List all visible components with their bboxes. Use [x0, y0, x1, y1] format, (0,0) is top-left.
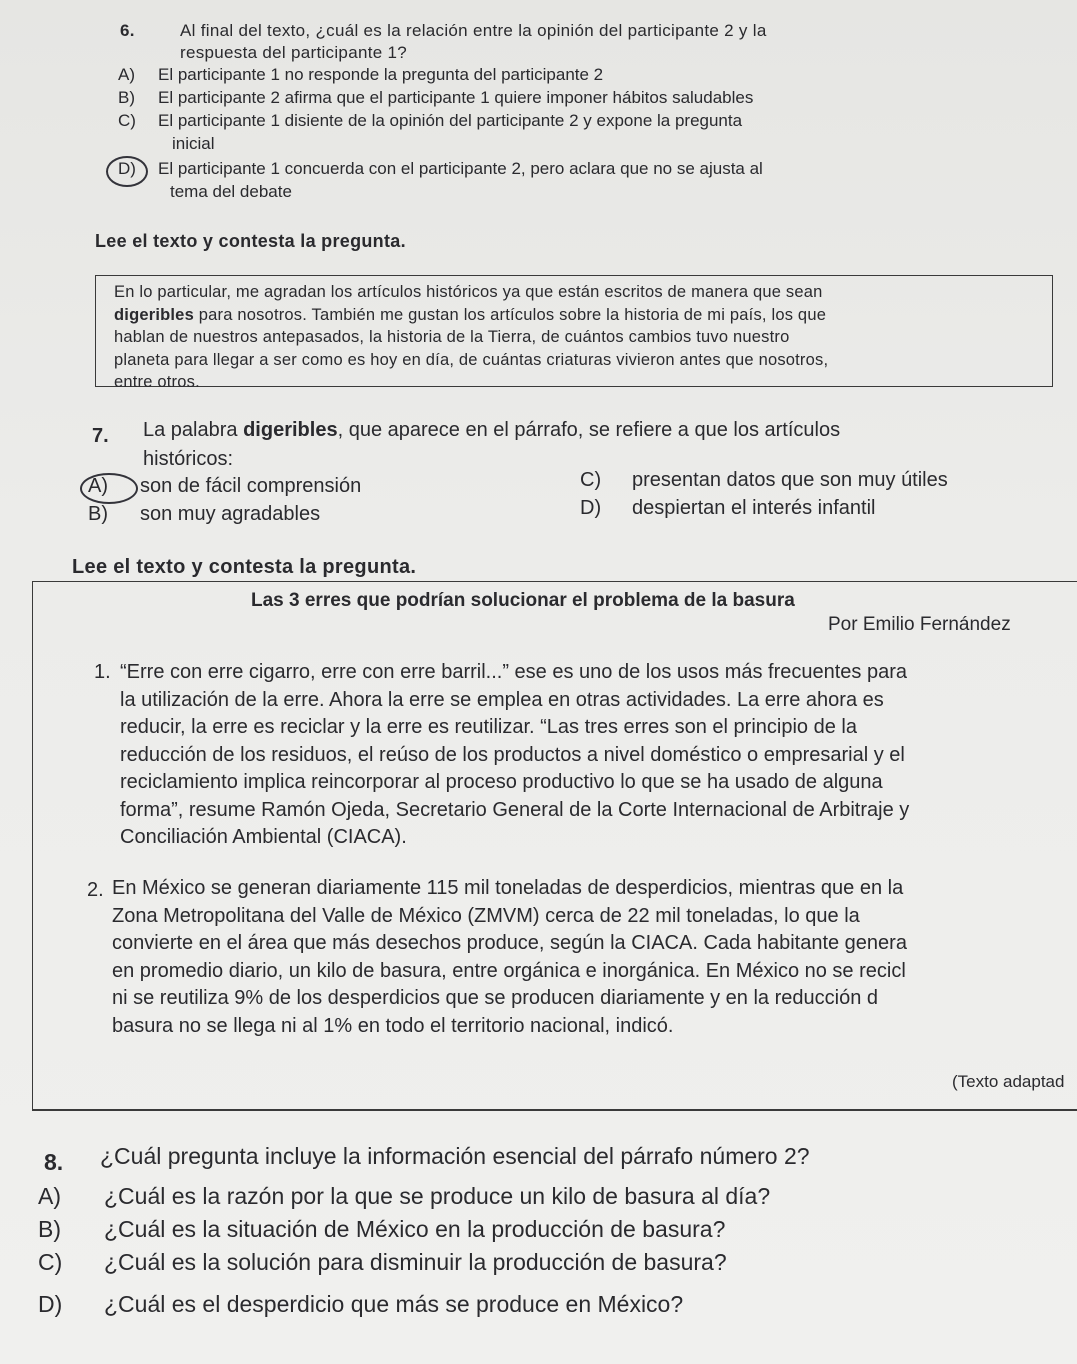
q7-option-a[interactable]: [88, 472, 361, 500]
passage1-line: entre otros.: [114, 373, 200, 391]
article-source-note: (Texto adaptad: [952, 1072, 1065, 1091]
article-p2-number: 2.: [87, 879, 104, 901]
q6-option-b-text: El participante 2 afirma que el participante 1 quiere imponer hábitos saludables: [158, 88, 754, 107]
q7-option-d-text: despiertan el interés infantil: [632, 497, 876, 519]
passage1-line-text: para nosotros. También me gustan los artículos sobre la historia de mi país, los que: [198, 305, 827, 324]
article-p2-line: basura no se llega ni al 1% en todo el territorio nacional, indicó.: [112, 1014, 674, 1037]
q6-option-a-text: El participante 1 no responde la pregunta del participante 2: [158, 65, 604, 84]
passage1-bold-word: digeribles: [114, 305, 194, 324]
q8-option-c-letter: C): [38, 1249, 63, 1275]
q6-option-b[interactable]: [118, 86, 753, 109]
q8-option-b-letter: B): [38, 1216, 61, 1242]
q8-number: 8.: [44, 1149, 64, 1175]
q6-option-b-letter: B): [118, 88, 135, 107]
q7-option-b[interactable]: [88, 500, 320, 528]
passage1-line: En lo particular, me agradan los artículos históricos ya que están escritos de manera que sean: [114, 283, 823, 301]
article-p1-line: reducción de los residuos, el reúso de los productos a nivel doméstico o empresarial y el: [120, 743, 905, 766]
q7-option-b-text: son muy agradables: [140, 503, 321, 525]
q7-stem-post: , que aparece en el párrafo, se refiere a que los artículos: [337, 419, 841, 441]
article-paragraph-2: [112, 875, 1074, 1040]
q7-stem-pre: La palabra: [143, 419, 238, 441]
q8-option-d[interactable]: [38, 1288, 683, 1320]
q7-option-c-text: presentan datos que son muy útiles: [632, 469, 948, 491]
passage-box-1: [95, 275, 1053, 391]
passage1-line: planeta para llegar a ser como es hoy en día, de cuántas criaturas vivieron antes que nosotros,: [114, 350, 829, 369]
q6-stem-line2: respuesta del participante 1?: [180, 43, 408, 62]
q7-stem-bold: digeribles: [243, 419, 338, 441]
q6-stem: [180, 20, 1040, 64]
q6-option-c-text-line2: inicial: [172, 134, 215, 153]
q7-option-c-letter: C): [580, 469, 602, 491]
article-p1-line: Conciliación Ambiental (CIACA).: [120, 826, 407, 848]
instruction-1: Lee el texto y contesta la pregunta.: [95, 231, 406, 251]
passage1-line: [114, 304, 1028, 327]
q6-option-d-text-line1: El participante 1 concuerda con el participante 2, pero aclara que no se ajusta al: [158, 159, 763, 178]
q8-stem: ¿Cuál pregunta incluye la información esencial del párrafo número 2?: [100, 1143, 810, 1169]
article-p2-line: ni se reutiliza 9% de los desperdicios que se producen diariamente y en la reducción d: [112, 987, 879, 1009]
q6-option-c-text-line1: El participante 1 disiente de la opinión del participante 2 y expone la pregunta: [158, 111, 743, 130]
q8-option-c[interactable]: [38, 1246, 727, 1278]
article-p2-line: convierte en el área que más desechos produce, según la CIACA. Cada habitante genera: [112, 932, 907, 954]
q6-number: 6.: [120, 21, 135, 40]
article-p1-number: 1.: [94, 661, 111, 683]
q7-option-c[interactable]: [580, 466, 948, 494]
q7-option-a-letter: A): [88, 475, 108, 497]
q7-stem-line2: históricos:: [143, 448, 234, 470]
q6-option-a[interactable]: [118, 63, 603, 86]
article-author: Por Emilio Fernández: [828, 614, 1011, 635]
instruction-2: Lee el texto y contesta la pregunta.: [72, 556, 417, 578]
article-p1-line: forma”, resume Ramón Ojeda, Secretario General de la Corte Internacional de Arbitraje y: [120, 798, 910, 821]
q6-option-d-letter: D): [118, 159, 136, 178]
q8-option-d-letter: D): [38, 1291, 63, 1317]
q6-stem-line1: Al final del texto, ¿cuál es la relación entre la opinión del participante 2 y la: [180, 21, 767, 40]
passage1-line: hablan de nuestros antepasados, la historia de la Tierra, de cuántos cambios tuvo nuestro: [114, 328, 790, 346]
q6-option-c[interactable]: [118, 109, 742, 132]
q6-option-d[interactable]: [118, 157, 763, 180]
article-p1-line: reducir, la erre es reciclar y la erre es reutilizar. “Las tres erres son el principio de la: [120, 716, 857, 738]
article-title: Las 3 erres que podrían solucionar el problema de la basura: [251, 590, 795, 611]
q7-option-a-text: son de fácil comprensión: [140, 475, 362, 497]
article-p2-line: en promedio diario, un kilo de basura, entre orgánica e inorgánica. En México no se recicl: [112, 959, 906, 982]
article-p1-line: reciclamiento implica reincorporar al proceso productivo lo que se ha usado de alguna: [120, 771, 883, 793]
q8-option-b[interactable]: [38, 1213, 725, 1245]
q7-option-b-letter: B): [88, 503, 108, 525]
q8-option-b-text: ¿Cuál es la situación de México en la producción de basura?: [104, 1216, 726, 1242]
q6-option-a-letter: A): [118, 65, 135, 84]
article-p1-line: “Erre con erre cigarro, erre con erre barril...” ese es uno de los usos más frecuentes para: [120, 661, 908, 683]
article-p2-line: En México se generan diariamente 115 mil toneladas de desperdicios, mientras que en la: [112, 877, 904, 899]
q6-option-c-letter: C): [118, 111, 136, 130]
q8-option-c-text: ¿Cuál es la solución para disminuir la producción de basura?: [104, 1249, 727, 1275]
q8-option-d-text: ¿Cuál es el desperdicio que más se produce en México?: [104, 1291, 684, 1317]
article-paragraph-1: [120, 659, 1052, 852]
article-p1-line: la utilización de la erre. Ahora la erre se emplea en otras actividades. La erre ahora es: [120, 688, 884, 711]
q6-option-d-text-line2: tema del debate: [170, 182, 292, 201]
q8-option-a[interactable]: [38, 1180, 770, 1212]
q7-option-d[interactable]: [580, 494, 875, 522]
q8-option-a-letter: A): [38, 1183, 61, 1209]
q7-number: 7.: [92, 425, 109, 447]
q8-option-a-text: ¿Cuál es la razón por la que se produce un kilo de basura al día?: [104, 1183, 771, 1209]
article-p2-line: Zona Metropolitana del Valle de México (ZMVM) cerca de 22 mil toneladas, lo que la: [112, 904, 860, 927]
q7-option-d-letter: D): [580, 497, 602, 519]
